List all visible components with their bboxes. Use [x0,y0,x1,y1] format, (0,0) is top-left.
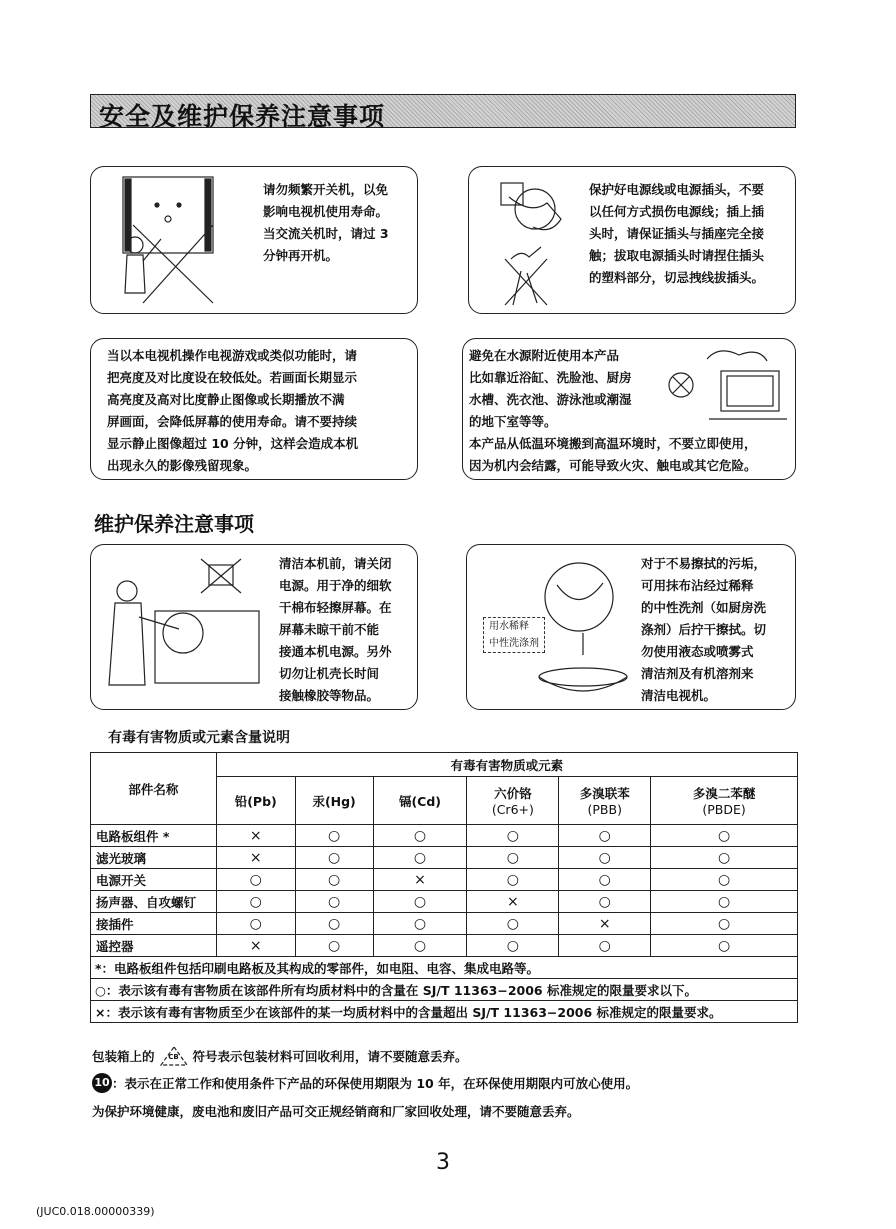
table-cell: ○ [467,847,559,869]
recycle-suffix: 符号表示包装材料可回收利用，请不要随意丢弃。 [192,1049,468,1064]
text-line: 清洁本机前，请关闭 [279,556,392,571]
text-line: 触；拔取电源插头时请捏住插头 [589,248,765,263]
table-row [91,825,798,847]
col-header-line: 镉(Cd) [398,793,442,809]
note-row [91,979,798,1001]
table-cell: ○ [651,913,798,935]
text-line: 影响电视机使用寿命。 [263,204,389,219]
text-line: 请勿频繁开关机，以免 [263,182,389,197]
table-cell: × [559,913,651,935]
table-cell: ○ [295,825,373,847]
text-line: 保护好电源线或电源插头，不要 [589,182,765,197]
text-line: 电源。用于净的细软 [279,578,392,593]
safety-box-power-cord [468,166,796,314]
text-line: 涤剂）后拧干擦拭。切 [641,622,767,637]
table-cell: ○ [373,891,467,913]
table-cell: ○ [373,847,467,869]
plug-shape [209,565,233,585]
tv-face-eye [155,203,159,207]
table-row [91,847,798,869]
text-line: 当交流关机时，请过 3 [263,226,389,241]
maintenance-heading: 维护保养注意事项 [94,512,254,536]
recycle-line [92,1045,468,1067]
table-cell: ○ [559,869,651,891]
table-cell: ○ [559,891,651,913]
recycle-symbol-text: CB [168,1053,179,1061]
table-cell: × [216,935,295,957]
tv-face-mouth [165,216,171,222]
table-cell: ○ [295,891,373,913]
box4-text [469,345,757,477]
col-header-cr6 [467,777,559,825]
callout-line: 中性洗涤剂 [489,638,539,649]
efup-text: ：表示在正常工作和使用条件下产品的环保使用期限为 10 年，在环保使用期限内可放心使用。 [112,1076,639,1091]
col-header-line: (PBB) [587,802,622,817]
row-part: 接插件 [91,913,217,935]
col-header-line: 多溴二苯醚 [692,786,756,801]
table-row [91,891,798,913]
table-row [91,913,798,935]
table-cell: ○ [373,935,467,957]
row-part: 扬声器、自攻螺钉 [91,891,217,913]
table-header-row [91,753,798,777]
text-line: 高亮度及高对比度静止图像或长期播放不满 [107,392,345,407]
col-header-line: (PBDE) [702,802,746,817]
table-cell: ○ [651,869,798,891]
text-line: 清洁剂及有机溶剂来 [641,666,754,681]
socket-shape [501,183,523,205]
text-line: 切勿让机壳长时间 [279,666,380,681]
text-line: 因为机内会结露，可能导致火灾、触电或其它危险。 [469,458,757,473]
cleaning-person-illustration [101,555,271,705]
note-asterisk: *：电路板组件包括印刷电路板及其构成的零部件，如电阻、电容、集成电路等。 [91,957,798,979]
efup-line [92,1073,638,1093]
note-row [91,1001,798,1023]
box2-text [589,179,764,289]
col-header-cd [373,777,467,825]
table-row [91,935,798,957]
text-line: 接触橡胶等物品。 [279,688,380,703]
col-header-line: 多溴联苯 [579,786,630,801]
doc-code: (JUC0.018.00000339) [36,1205,155,1218]
text-line: 显示静止图像超过 10 分钟，这样会造成本机 [107,436,359,451]
col-header-part: 部件名称 [91,753,217,825]
callout-line: 用水稀释 [489,621,529,632]
table-cell: × [373,869,467,891]
col-header-line: 铅(Pb) [234,793,277,809]
focus-circle [163,613,203,653]
table-cell: ○ [651,891,798,913]
page-title: 安全及维护保养注意事项 [99,102,386,131]
tv-side-shape [205,179,211,251]
table-cell: ○ [373,825,467,847]
hazard-heading: 有毒有害物质或元素含量说明 [108,730,290,746]
table-cell: ○ [651,825,798,847]
cross-line [143,225,213,303]
text-line: 头时，请保证插头与插座完全接 [589,226,765,241]
table-cell: ○ [467,913,559,935]
row-part: 电源开关 [91,869,217,891]
safety-box-still-image [90,338,418,480]
tv-person-illustration [113,175,223,307]
tv-shape [155,611,259,683]
text-line: 屏画面，会降低屏幕的使用寿命。请不要持续 [107,414,358,429]
col-header-hg [295,777,373,825]
table-cell: ○ [651,935,798,957]
safety-box-power-cycle [90,166,418,314]
text-line: 比如靠近浴缸、洗脸池、厨房 [469,370,632,385]
table-cell: ○ [216,913,295,935]
person-arm [139,617,179,629]
table-cell: ○ [373,913,467,935]
text-line: 当以本电视机操作电视游戏或类似功能时，请 [107,348,358,363]
text-line: 清洁电视机。 [641,688,717,703]
text-line: 的塑料部分，切忌拽线拔插头。 [589,270,765,285]
table-cell: ○ [295,913,373,935]
text-line: 分钟再开机。 [263,248,339,263]
plug-illustration [491,175,591,309]
text-line: 接通本机电源。另外 [279,644,392,659]
table-cell: ○ [295,935,373,957]
tv-face-eye [177,203,181,207]
person-body [109,603,145,685]
battery-line: 为保护环境健康，废电池和废旧产品可交正规经销商和厂家回收处理，请不要随意丢弃。 [92,1104,580,1119]
text-line: 出现永久的影像残留现象。 [107,458,258,473]
hazard-table [90,752,798,1023]
person-body [125,255,145,293]
table-cell: × [216,825,295,847]
hand-shape [513,271,537,305]
plug-circle [515,189,555,229]
table-cell: ○ [467,935,559,957]
box3-text [107,345,358,477]
cord-hand-shape [511,247,541,259]
recycle-icon [159,1045,189,1067]
col-header-line: (Cr6+) [491,802,534,817]
row-part: 滤光玻璃 [91,847,217,869]
table-row [91,869,798,891]
col-header-line: 汞(Hg) [312,793,356,809]
safety-box-water [462,338,796,480]
table-cell: ○ [559,935,651,957]
text-line: 的中性洗剂（如厨房洗 [641,600,767,615]
box6-text [641,553,766,707]
tv-frame-shape [123,177,213,253]
row-part: 电路板组件 * [91,825,217,847]
bowl-body [539,677,627,691]
table-cell: ○ [559,847,651,869]
table-cell: × [216,847,295,869]
note-row [91,957,798,979]
person-head [117,581,137,601]
page-number: 3 [436,1150,450,1175]
page-title-bar [90,94,796,131]
text-line: 的地下室等等。 [469,414,557,429]
note-cross: ×：表示该有毒有害物质至少在该部件的某一均质材料中的含量超出 SJ/T 11363−2006 标准规定的限量要求。 [91,1001,798,1023]
table-cell: ○ [467,825,559,847]
maintenance-box-detergent [466,544,796,710]
table-cell: ○ [651,847,798,869]
note-circle: ○：表示该有毒有害物质在该部件所有均质材料中的含量在 SJ/T 11363−2006 标准规定的限量要求以下。 [91,979,798,1001]
col-header-pb [216,777,295,825]
table-cell: ○ [216,869,295,891]
text-line: 以任何方式损伤电源线；插上插 [589,204,765,219]
table-cell: ○ [216,891,295,913]
text-line: 避免在水源附近使用本产品 [469,348,620,363]
cloth-circle [545,563,613,631]
col-header-line: 六价铬 [494,786,532,801]
efup-10-icon: 10 [92,1073,112,1093]
col-header-pbde [651,777,798,825]
text-line: 干棉布轻擦屏幕。在 [279,600,392,615]
table-cell: ○ [295,847,373,869]
text-line: 勿使用液态或喷雾式 [641,644,754,659]
box5-text [279,553,392,707]
text-line: 水槽、洗衣池、游泳池或潮湿 [469,392,632,407]
text-line: 本产品从低温环境搬到高温环境时，不要立即使用， [469,436,757,451]
box1-text [263,179,389,267]
col-header-pbb [559,777,651,825]
table-cell: × [467,891,559,913]
table-cell: ○ [467,869,559,891]
text-line: 屏幕未晾干前不能 [279,622,380,637]
text-line: 把亮度及对比度设在较低处。若画面长期显示 [107,370,358,385]
bowl-rim [539,668,627,686]
row-part: 遥控器 [91,935,217,957]
table-cell: ○ [559,825,651,847]
text-line: 对于不易擦拭的污垢， [641,556,767,571]
table-cell: ○ [295,869,373,891]
col-group-header: 有毒有害物质或元素 [216,753,797,777]
text-line: 可用抹布沾经过稀释 [641,578,754,593]
hand-shape [557,583,603,600]
detergent-callout [483,617,545,653]
maintenance-box-cleaning [90,544,418,710]
recycle-prefix: 包装箱上的 [92,1049,155,1064]
